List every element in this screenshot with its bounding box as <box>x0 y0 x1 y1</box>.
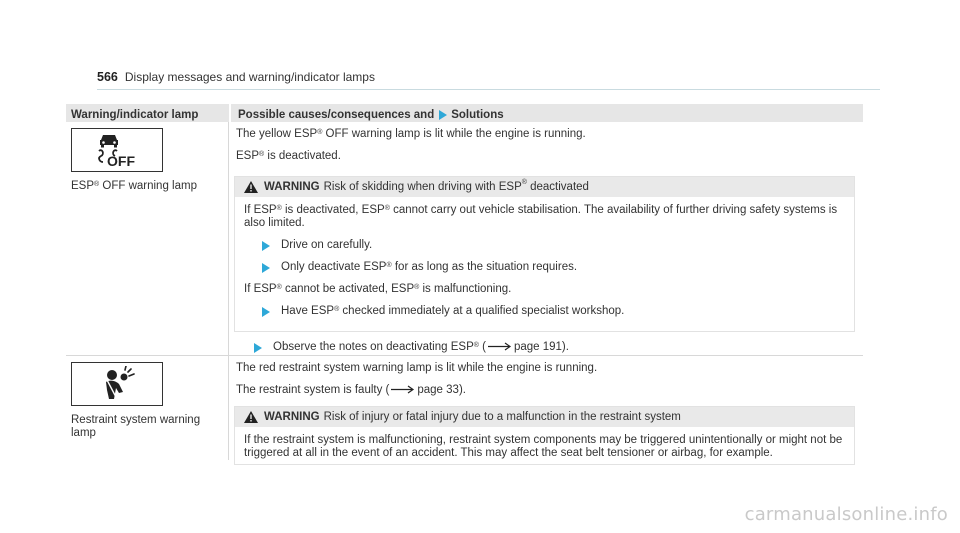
page-reference-link[interactable]: page 191 <box>513 341 562 353</box>
page-reference-arrow-icon <box>488 342 512 351</box>
svg-text:OFF: OFF <box>107 153 135 168</box>
warning-body <box>235 427 854 464</box>
lamp-cell <box>66 356 229 460</box>
description: The red restraint system warning lamp is lit while the engine is running. <box>236 362 598 374</box>
play-arrow-icon <box>439 110 447 120</box>
warning-paragraph: If ESP® is deactivated, ESP® cannot carry out vehicle stabilisation. The availability of further driving safety systems is also limited. <box>244 204 838 229</box>
causes-cell <box>229 122 863 355</box>
list-item: Observe the notes on deactivating ESP® ( page 191). <box>254 341 863 354</box>
esp-off-icon <box>71 128 163 172</box>
warning-paragraph: If ESP® cannot be activated, ESP® is malfunctioning. <box>244 283 512 295</box>
warning-title: Risk of injury or fatal injury due to a malfunction in the restraint system <box>323 411 681 423</box>
warning-body <box>235 197 854 331</box>
bullet-arrow-icon <box>262 263 270 273</box>
warning-label: WARNING <box>264 411 320 423</box>
column-header-causes-text: Possible causes/consequences and <box>238 108 435 121</box>
lamp-label: Restraint system warning lamp <box>71 414 201 439</box>
table-row <box>66 122 863 356</box>
bullet-arrow-icon <box>262 307 270 317</box>
warning-header <box>235 407 854 427</box>
warning-title: Risk of skidding when driving with ESP® deactivated <box>323 179 589 193</box>
warning-box <box>234 176 855 332</box>
description: ESP® is deactivated. <box>236 150 341 162</box>
page-reference-arrow-icon <box>391 385 415 394</box>
list-item: Drive on carefully. <box>262 239 846 252</box>
lamp-cell <box>66 122 229 355</box>
page-reference-link[interactable]: page 33 <box>417 384 459 396</box>
list-item: Have ESP® checked immediately at a qualified specialist workshop. <box>262 305 846 318</box>
warning-box <box>234 406 855 465</box>
column-header-solutions-text: Solutions <box>451 108 504 121</box>
warning-label: WARNING <box>264 181 320 193</box>
bullet-arrow-icon <box>254 343 262 353</box>
table-header <box>66 104 863 122</box>
table-row <box>66 356 863 460</box>
warning-triangle-icon <box>244 181 258 193</box>
restraint-system-icon <box>71 362 163 406</box>
warning-paragraph: If the restraint system is malfunctioning, restraint system components may be triggered unintentionally or might not be triggered at all in the event of an accident. This may affect the seat belt tensioner or airbag, for example. <box>244 434 843 459</box>
column-header-causes <box>229 104 863 122</box>
description: The yellow ESP® OFF warning lamp is lit while the engine is running. <box>236 128 586 140</box>
watermark: carmanualsonline.info <box>744 504 948 525</box>
page-number: 566 <box>97 70 118 84</box>
bullet-arrow-icon <box>262 241 270 251</box>
page-header <box>97 70 880 90</box>
causes-cell <box>229 356 863 460</box>
warning-lamp-table <box>66 104 863 459</box>
column-header-lamp: Warning/indicator lamp <box>71 108 199 121</box>
lamp-label: ESP® OFF warning lamp <box>71 180 197 192</box>
page-title: Display messages and warning/indicator lamps <box>124 70 375 84</box>
list-item: Only deactivate ESP® for as long as the situation requires. <box>262 261 846 274</box>
description: The restraint system is faulty ( page 33). <box>236 384 466 396</box>
warning-triangle-icon <box>244 411 258 423</box>
warning-header <box>235 177 854 197</box>
